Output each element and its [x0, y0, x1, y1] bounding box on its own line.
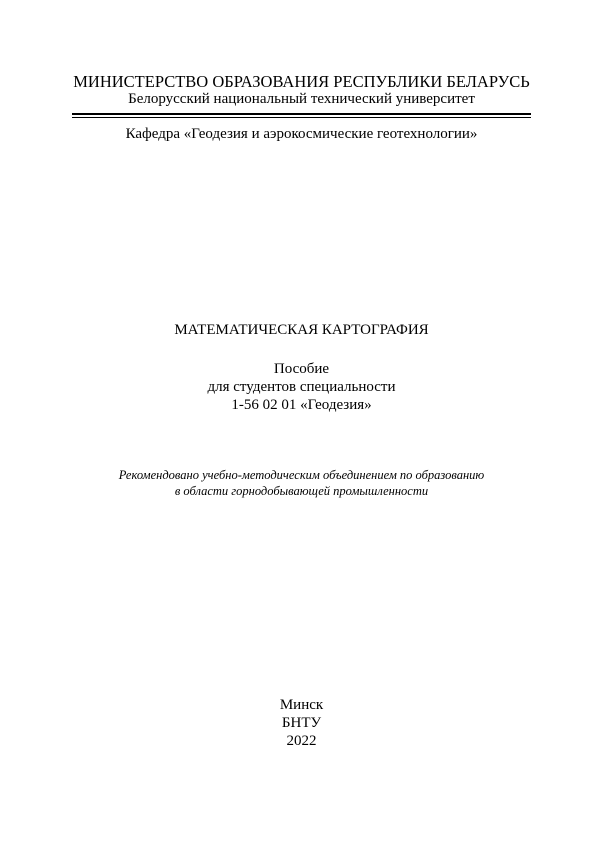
imprint-year: 2022	[286, 733, 317, 749]
header-rule-thick	[72, 113, 531, 115]
imprint-publisher: БНТУ	[281, 715, 322, 731]
subtitle-line-2: для студентов специальности	[207, 379, 396, 395]
recommendation-line-2: в области горнодобывающей промышленности	[174, 484, 429, 498]
university-name: Белорусский национальный технический университет	[128, 91, 475, 107]
imprint-block	[0, 696, 603, 750]
document-title: МАТЕМАТИЧЕСКАЯ КАРТОГРАФИЯ	[174, 322, 429, 338]
subtitle-line-3: 1-56 02 01 «Геодезия»	[231, 397, 372, 413]
document-subtitle	[0, 360, 603, 414]
ministry-heading: МИНИСТЕРСТВО ОБРАЗОВАНИЯ РЕСПУБЛИКИ БЕЛАРУСЬ	[73, 72, 530, 91]
recommendation-note	[0, 467, 603, 499]
header-rule-thin	[72, 117, 531, 118]
recommendation-line-1: Рекомендовано учебно-методическим объединением по образованию	[118, 468, 485, 482]
department-name: Кафедра «Геодезия и аэрокосмические геотехнологии»	[125, 126, 478, 142]
subtitle-line-1: Пособие	[273, 361, 330, 377]
imprint-city: Минск	[279, 697, 324, 713]
